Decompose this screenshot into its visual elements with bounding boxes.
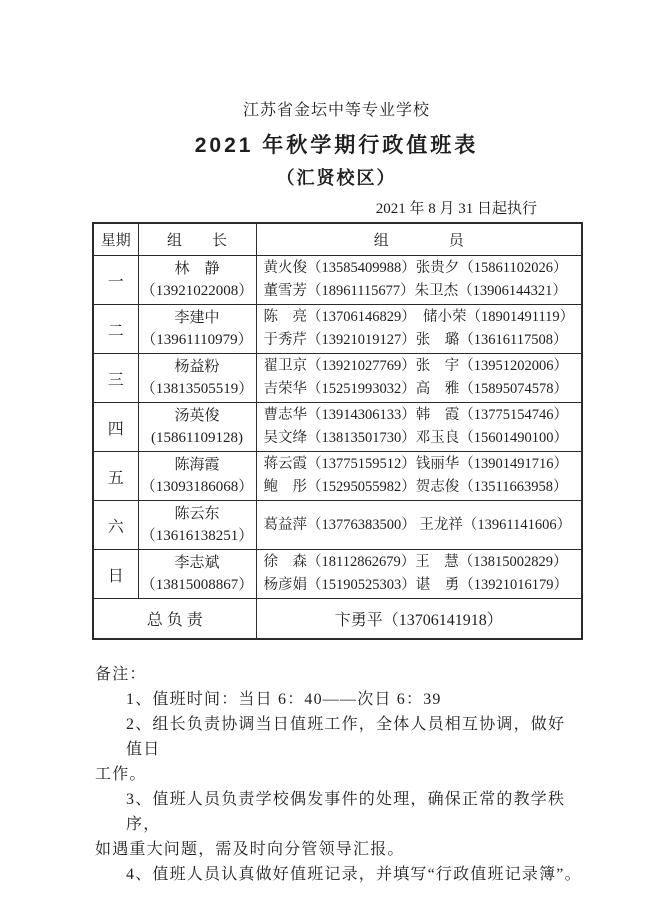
day-label: 六 [93, 501, 138, 550]
leader-name: 李建中 [174, 310, 220, 326]
table-row-monday [93, 256, 582, 305]
member-line: 陈 亮（13706146829） 储小荣（18901491119） [263, 309, 575, 325]
leader-name: 李志斌 [174, 555, 220, 571]
member-line: 黄火俊（13585409988）张贵夕（15861102026） [263, 260, 568, 276]
school-name: 江苏省金坛中等专业学校 [242, 102, 430, 119]
leader-cell [138, 403, 256, 452]
day-label: 日 [93, 550, 138, 599]
members-cell [256, 256, 582, 305]
leader-cell [138, 452, 256, 501]
members-cell [256, 354, 582, 403]
leader-phone: （13813505519） [140, 381, 254, 397]
member-line: 蒋云霞（13775159512）钱丽华（13901491716） [263, 456, 568, 472]
leader-cell [138, 305, 256, 354]
table-row-wednesday [93, 354, 582, 403]
table-row-friday [93, 452, 582, 501]
table-row-tuesday [93, 305, 582, 354]
member-line: 鲍 彤（15295055982）贺志俊（13511663958） [263, 479, 568, 495]
note-line-2-continued: 工作。 [95, 766, 147, 783]
table-footer-row [93, 599, 582, 639]
leader-phone: （13616138251） [140, 528, 254, 544]
overall-duty-person: 卞勇平（13706141918） [256, 599, 582, 639]
member-line: 吴文绛（13813501730）邓玉良（15601490100） [263, 430, 568, 446]
notes-section [95, 662, 582, 887]
leader-cell [138, 501, 256, 550]
member-line: 董雪芳（18961115677）朱卫杰（13906144321） [263, 283, 567, 299]
note-line-4: 4、值班人员认真做好值班记录，并填写“行政值班记录簿”。 [126, 866, 582, 883]
notes-title: 备注： [95, 666, 147, 683]
members-cell [256, 452, 582, 501]
member-line: 徐 森（18112862679）王 慧（13815002829） [263, 554, 568, 570]
overall-duty-label: 总 负 责 [93, 599, 256, 639]
day-label: 一 [93, 256, 138, 305]
leader-name: 陈云东 [174, 506, 220, 522]
leader-cell [138, 550, 256, 599]
members-cell [256, 501, 582, 550]
leader-cell [138, 256, 256, 305]
col-header-members: 组 员 [256, 223, 582, 256]
effective-date: 2021 年 8 月 31 日起执行 [375, 201, 537, 217]
day-label: 四 [93, 403, 138, 452]
leader-phone: (15861109128) [151, 430, 243, 446]
leader-name: 汤英俊 [174, 408, 220, 424]
leader-name: 陈海霞 [174, 457, 220, 473]
members-cell [256, 305, 582, 354]
leader-phone: （13093186068） [140, 479, 254, 495]
members-cell [256, 403, 582, 452]
campus-subtitle: （汇贤校区） [276, 168, 397, 188]
table-header-row [93, 223, 582, 256]
leader-phone: （13815008867） [140, 577, 254, 593]
duty-roster-table [92, 222, 583, 640]
leader-phone: （13961110979） [141, 332, 253, 348]
members-cell [256, 550, 582, 599]
note-line-1: 1、值班时间：当日 6：40——次日 6：39 [126, 691, 442, 708]
leader-cell [138, 354, 256, 403]
note-line-2: 2、组长负责协调当日值班工作，全体人员相互协调，做好值日 [126, 716, 566, 758]
day-label: 二 [93, 305, 138, 354]
member-line: 杨彦娟（15190525303）谌 勇（13921016179） [263, 577, 568, 593]
leader-name: 林 静 [174, 261, 220, 277]
member-line: 吉荣华（15251993032）高 雅（15895074578） [263, 381, 568, 397]
leader-name: 杨益粉 [174, 359, 220, 375]
day-label: 三 [93, 354, 138, 403]
note-line-3: 3、值班人员负责学校偶发事件的处理，确保正常的教学秩序， [126, 791, 566, 833]
note-line-3-continued: 如遇重大问题，需及时向分管领导汇报。 [95, 841, 405, 858]
member-line: 翟卫京（13921027769）张 宇（13951202006） [263, 358, 568, 374]
member-line: 曹志华（13914306133）韩 霞（13775154746） [263, 407, 568, 423]
table-row-saturday [93, 501, 582, 550]
member-line: 于秀芹（13921019127）张 璐（13616117508） [263, 332, 568, 348]
member-line: 葛益萍（13776383500） 王龙祥（13961141606） [263, 516, 572, 533]
table-row-sunday [93, 550, 582, 599]
day-label: 五 [93, 452, 138, 501]
table-row-thursday [93, 403, 582, 452]
col-header-leader: 组 长 [138, 223, 256, 256]
col-header-day: 星期 [93, 223, 138, 256]
page-title: 2021 年秋学期行政值班表 [194, 134, 479, 157]
leader-phone: （13921022008） [140, 283, 254, 299]
